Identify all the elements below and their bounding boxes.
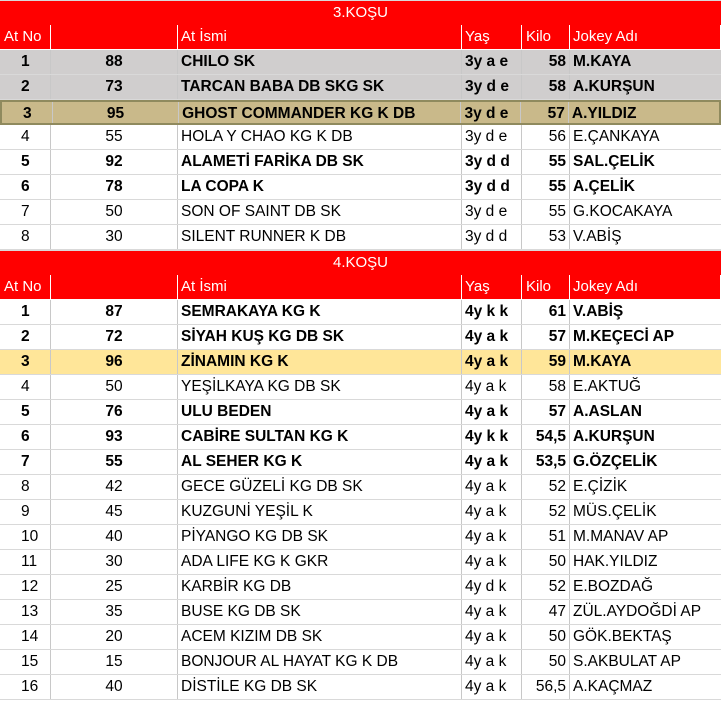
cell-kilo[interactable]: 51 — [522, 525, 570, 549]
cell-jokey[interactable]: A.YILDIZ — [571, 105, 637, 122]
table-row[interactable] — [0, 575, 721, 600]
cell-at-no[interactable]: 1 — [0, 300, 51, 324]
cell-points[interactable]: 73 — [51, 75, 178, 99]
cell-yas[interactable]: 4y k k — [462, 425, 522, 449]
cell-points[interactable]: 42 — [51, 475, 178, 499]
cell-points[interactable]: 45 — [51, 500, 178, 524]
cell-points[interactable]: 50 — [51, 200, 178, 224]
race-section — [0, 250, 721, 700]
cell-at-ismi[interactable]: BONJOUR AL HAYAT KG K DB — [178, 650, 462, 674]
cell-points[interactable]: 40 — [51, 525, 178, 549]
cell-at-no[interactable]: 3 — [0, 350, 51, 374]
cell-kilo[interactable]: 58 — [522, 50, 570, 74]
cell-at-no[interactable]: 12 — [0, 575, 51, 599]
cell-at-no[interactable]: 9 — [0, 500, 51, 524]
column-header-row — [0, 25, 721, 50]
cell-yas[interactable]: 4y a k — [462, 475, 522, 499]
cell-yas[interactable]: 3y d e — [462, 200, 522, 224]
header-at-no: At No — [0, 275, 51, 299]
cell-yas[interactable]: 4y a k — [462, 375, 522, 399]
cell-jokey[interactable]: ZÜL.AYDOĞDİ AP — [573, 603, 702, 620]
table-row[interactable] — [0, 550, 721, 575]
cell-points[interactable]: 93 — [51, 425, 178, 449]
cell-yas[interactable]: 3y d e — [462, 125, 522, 149]
cell-kilo[interactable]: 56 — [522, 125, 570, 149]
cell-kilo[interactable]: 54,5 — [522, 425, 570, 449]
cell-yas[interactable]: 4y a k — [462, 650, 522, 674]
cell-yas[interactable]: 3y d d — [462, 150, 522, 174]
table-row[interactable] — [0, 625, 721, 650]
cell-at-ismi[interactable]: ALAMETİ FARİKA DB SK — [178, 150, 462, 174]
cell-points[interactable]: 40 — [51, 675, 178, 699]
table-row[interactable] — [0, 200, 721, 225]
race-title: 4.KOŞU — [0, 250, 721, 275]
header-points — [51, 275, 178, 299]
cell-at-ismi[interactable]: PİYANGO KG DB SK — [178, 525, 462, 549]
cell-kilo[interactable]: 58 — [522, 75, 570, 99]
cell-jokey[interactable]: E.ÇANKAYA — [573, 128, 660, 145]
cell-kilo[interactable]: 47 — [522, 600, 570, 624]
cell-at-no[interactable]: 8 — [0, 225, 51, 249]
cell-points[interactable]: 50 — [51, 375, 178, 399]
cell-jokey[interactable]: SAL.ÇELİK — [573, 153, 655, 170]
cell-at-no[interactable]: 11 — [0, 550, 51, 574]
cell-at-no[interactable]: 3 — [2, 102, 53, 123]
cell-points[interactable]: 95 — [53, 102, 179, 123]
cell-kilo[interactable]: 50 — [522, 550, 570, 574]
header-yas: Yaş — [462, 275, 522, 299]
cell-points[interactable]: 78 — [51, 175, 178, 199]
cell-at-ismi[interactable]: SİYAH KUŞ KG DB SK — [178, 325, 462, 349]
cell-jokey[interactable]: M.KAYA — [573, 353, 632, 370]
cell-yas[interactable]: 4y a k — [462, 325, 522, 349]
cell-at-ismi[interactable]: YEŞİLKAYA KG DB SK — [178, 375, 462, 399]
cell-at-no[interactable]: 5 — [0, 150, 51, 174]
header-jokey-adi: Jokey Adı — [570, 25, 721, 49]
cell-points[interactable]: 35 — [51, 600, 178, 624]
cell-points[interactable]: 87 — [51, 300, 178, 324]
cell-at-no[interactable]: 8 — [0, 475, 51, 499]
cell-kilo[interactable]: 55 — [522, 200, 570, 224]
cell-yas[interactable]: 4y a k — [462, 625, 522, 649]
cell-at-ismi[interactable]: DİSTİLE KG DB SK — [178, 675, 462, 699]
race-section — [0, 0, 721, 250]
cell-points[interactable]: 25 — [51, 575, 178, 599]
cell-jokey[interactable]: MÜS.ÇELİK — [573, 503, 657, 520]
cell-at-no[interactable]: 13 — [0, 600, 51, 624]
table-row[interactable] — [0, 300, 721, 325]
cell-points[interactable]: 55 — [51, 125, 178, 149]
table-row[interactable] — [0, 100, 721, 125]
cell-at-ismi[interactable]: HOLA Y CHAO KG K DB — [178, 125, 462, 149]
header-at-no: At No — [0, 25, 51, 49]
table-row[interactable] — [0, 325, 721, 350]
cell-jokey[interactable]: A.ÇELİK — [573, 178, 635, 195]
cell-at-ismi[interactable]: SEMRAKAYA KG K — [178, 300, 462, 324]
cell-jokey[interactable]: M.MANAV AP — [573, 528, 669, 545]
cell-at-ismi[interactable]: TARCAN BABA DB SKG SK — [178, 75, 462, 99]
cell-at-no[interactable]: 7 — [0, 200, 51, 224]
cell-yas[interactable]: 3y d e — [462, 75, 522, 99]
cell-at-no[interactable]: 4 — [0, 375, 51, 399]
cell-jokey[interactable]: E.ÇİZİK — [573, 478, 628, 495]
cell-kilo[interactable]: 53,5 — [522, 450, 570, 474]
cell-yas[interactable]: 4y a k — [462, 500, 522, 524]
cell-points[interactable]: 72 — [51, 325, 178, 349]
table-row[interactable] — [0, 650, 721, 675]
cell-points[interactable]: 15 — [51, 650, 178, 674]
cell-jokey[interactable]: V.ABİŞ — [573, 228, 622, 245]
cell-jokey[interactable]: A.ASLAN — [573, 403, 642, 420]
cell-points[interactable]: 88 — [51, 50, 178, 74]
table-row[interactable] — [0, 500, 721, 525]
cell-kilo[interactable]: 53 — [522, 225, 570, 249]
cell-at-ismi[interactable]: BUSE KG DB SK — [178, 600, 462, 624]
cell-points[interactable]: 96 — [51, 350, 178, 374]
cell-points[interactable]: 55 — [51, 450, 178, 474]
table-row[interactable] — [0, 150, 721, 175]
cell-points[interactable]: 30 — [51, 225, 178, 249]
table-row[interactable] — [0, 400, 721, 425]
cell-at-ismi[interactable]: AL SEHER KG K — [178, 450, 462, 474]
cell-kilo[interactable]: 57 — [522, 325, 570, 349]
cell-at-ismi[interactable]: CABİRE SULTAN KG K — [178, 425, 462, 449]
cell-kilo[interactable]: 52 — [522, 475, 570, 499]
cell-at-ismi[interactable]: GECE GÜZELİ KG DB SK — [178, 475, 462, 499]
cell-kilo[interactable]: 50 — [522, 625, 570, 649]
cell-kilo[interactable]: 52 — [522, 500, 570, 524]
cell-jokey[interactable]: G.KOCAKAYA — [573, 203, 673, 220]
cell-at-ismi[interactable]: ACEM KIZIM DB SK — [178, 625, 462, 649]
cell-kilo[interactable]: 56,5 — [522, 675, 570, 699]
cell-jokey[interactable]: A.KURŞUN — [573, 428, 655, 445]
cell-jokey[interactable]: M.KEÇECİ AP — [573, 328, 675, 345]
cell-yas[interactable]: 4y a k — [462, 525, 522, 549]
cell-yas[interactable]: 4y a k — [462, 450, 522, 474]
cell-yas[interactable]: 3y a e — [462, 50, 522, 74]
table-row[interactable] — [0, 225, 721, 250]
header-jokey-adi: Jokey Adı — [570, 275, 721, 299]
cell-at-ismi[interactable]: CHILO SK — [178, 50, 462, 74]
cell-points[interactable]: 30 — [51, 550, 178, 574]
table-row[interactable] — [0, 375, 721, 400]
table-row[interactable] — [0, 675, 721, 700]
cell-yas[interactable]: 4y a k — [462, 400, 522, 424]
cell-at-ismi[interactable]: KARBİR KG DB — [178, 575, 462, 599]
cell-jokey[interactable]: S.AKBULAT AP — [573, 653, 681, 670]
cell-at-no[interactable]: 6 — [0, 425, 51, 449]
cell-jokey[interactable]: GÖK.BEKTAŞ — [573, 628, 672, 645]
cell-kilo[interactable]: 52 — [522, 575, 570, 599]
table-row[interactable] — [0, 350, 721, 375]
header-kilo: Kilo — [522, 275, 570, 299]
cell-jokey[interactable]: G.ÖZÇELİK — [573, 453, 658, 470]
cell-at-no[interactable]: 2 — [0, 325, 51, 349]
cell-at-ismi[interactable]: GHOST COMMANDER KG K DB — [179, 102, 461, 123]
cell-at-ismi[interactable]: ULU BEDEN — [178, 400, 462, 424]
cell-jokey[interactable]: V.ABİŞ — [573, 303, 624, 320]
cell-at-ismi[interactable]: SILENT RUNNER K DB — [178, 225, 462, 249]
cell-kilo[interactable]: 55 — [522, 150, 570, 174]
race-title: 3.KOŞU — [0, 0, 721, 25]
cell-at-no[interactable]: 1 — [0, 50, 51, 74]
table-row[interactable] — [0, 75, 721, 100]
cell-kilo[interactable]: 57 — [522, 400, 570, 424]
cell-jokey[interactable]: HAK.YILDIZ — [573, 553, 658, 570]
cell-yas[interactable]: 3y d d — [462, 175, 522, 199]
cell-kilo[interactable]: 57 — [521, 102, 569, 123]
cell-jokey[interactable]: M.KAYA — [573, 53, 632, 70]
table-row[interactable] — [0, 600, 721, 625]
cell-kilo[interactable]: 50 — [522, 650, 570, 674]
cell-at-ismi[interactable]: LA COPA K — [178, 175, 462, 199]
column-header-row — [0, 275, 721, 300]
table-row[interactable] — [0, 475, 721, 500]
cell-at-no[interactable]: 7 — [0, 450, 51, 474]
table-row[interactable] — [0, 525, 721, 550]
cell-kilo[interactable]: 55 — [522, 175, 570, 199]
cell-yas[interactable]: 4y a k — [462, 675, 522, 699]
header-at-ismi: At İsmi — [178, 275, 462, 299]
cell-jokey[interactable]: A.KAÇMAZ — [573, 678, 653, 695]
cell-kilo[interactable]: 61 — [522, 300, 570, 324]
cell-jokey[interactable]: A.KURŞUN — [573, 78, 655, 95]
cell-at-no[interactable]: 15 — [0, 650, 51, 674]
cell-yas[interactable]: 4y k k — [462, 300, 522, 324]
cell-at-no[interactable]: 5 — [0, 400, 51, 424]
cell-at-no[interactable]: 10 — [0, 525, 51, 549]
cell-at-ismi[interactable]: ADA LIFE KG K GKR — [178, 550, 462, 574]
cell-yas[interactable]: 4y a k — [462, 350, 522, 374]
cell-yas[interactable]: 4y a k — [462, 550, 522, 574]
cell-at-ismi[interactable]: SON OF SAINT DB SK — [178, 200, 462, 224]
cell-points[interactable]: 20 — [51, 625, 178, 649]
header-points — [51, 25, 178, 49]
cell-yas[interactable]: 4y a k — [462, 600, 522, 624]
cell-jokey[interactable]: E.BOZDAĞ — [573, 578, 654, 595]
cell-yas[interactable]: 3y d d — [462, 225, 522, 249]
table-row[interactable] — [0, 125, 721, 150]
cell-points[interactable]: 92 — [51, 150, 178, 174]
table-row[interactable] — [0, 50, 721, 75]
cell-kilo[interactable]: 59 — [522, 350, 570, 374]
cell-at-ismi[interactable]: ZİNAMIN KG K — [178, 350, 462, 374]
header-yas: Yaş — [462, 25, 522, 49]
cell-at-no[interactable]: 16 — [0, 675, 51, 699]
cell-points[interactable]: 76 — [51, 400, 178, 424]
table-row[interactable] — [0, 175, 721, 200]
cell-kilo[interactable]: 58 — [522, 375, 570, 399]
cell-at-ismi[interactable]: KUZGUNİ YEŞİL K — [178, 500, 462, 524]
cell-jokey[interactable]: E.AKTUĞ — [573, 378, 642, 395]
cell-yas[interactable]: 3y d e — [461, 102, 521, 123]
cell-yas[interactable]: 4y d k — [462, 575, 522, 599]
cell-at-no[interactable]: 4 — [0, 125, 51, 149]
header-kilo: Kilo — [522, 25, 570, 49]
table-row[interactable] — [0, 425, 721, 450]
table-row[interactable] — [0, 450, 721, 475]
header-at-ismi: At İsmi — [178, 25, 462, 49]
cell-at-no[interactable]: 2 — [0, 75, 51, 99]
cell-at-no[interactable]: 14 — [0, 625, 51, 649]
cell-at-no[interactable]: 6 — [0, 175, 51, 199]
